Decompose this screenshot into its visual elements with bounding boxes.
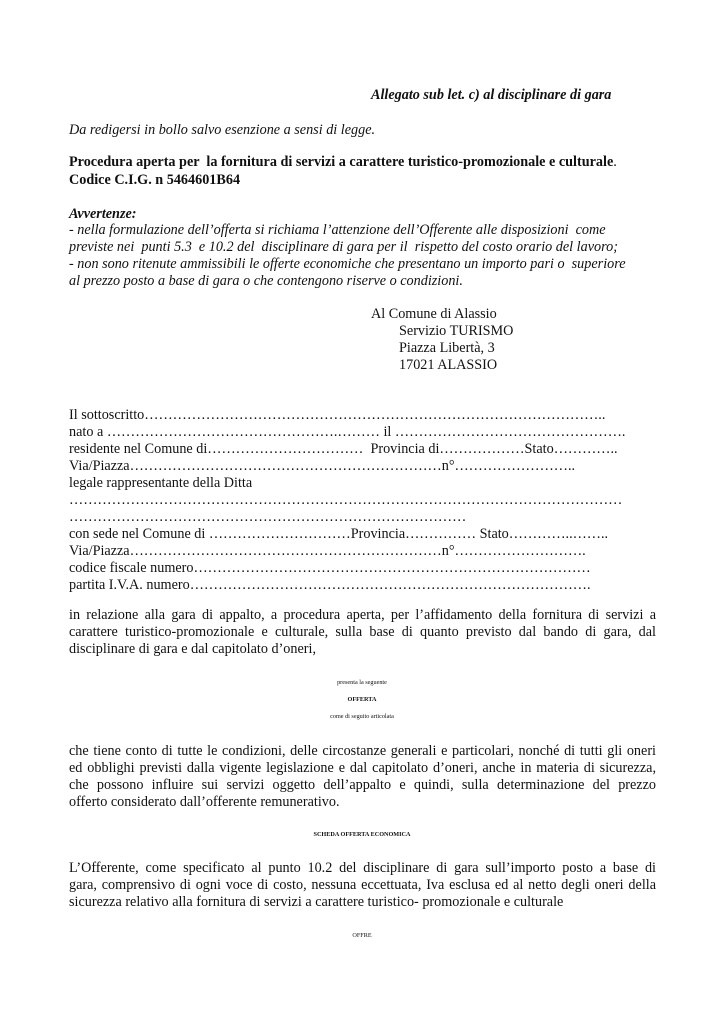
avvertenze-line: al prezzo posto a base di gara o che contengono riserve o condizioni.	[69, 273, 463, 289]
condizioni-line: offerto considerato dall’offerente remunerativo.	[69, 794, 340, 810]
relazione-line: carattere turistico-promozionale e culturale, sulla base di quanto previsto dal bando di gara, dal	[69, 624, 656, 640]
allegato-heading: Allegato sub let. c) al disciplinare di gara	[371, 87, 612, 103]
form-line-partita-iva: partita I.V.A. numero………………………………………………………………………….	[69, 577, 591, 593]
condizioni-line: ed obblighi previsti dalla vigente legislazione e dal capitolato d’oneri, anche in materia di sicurezza,	[69, 760, 656, 776]
relazione-line: in relazione alla gara di appalto, a procedura aperta, per l’affidamento della fornitura di servizi a	[69, 607, 656, 623]
avvertenze-line: previste nei punti 5.3 e 10.2 del disciplinare di gara per il rispetto del costo orario del lavoro;	[69, 239, 618, 255]
offre-heading: OFFRE	[352, 932, 372, 939]
condizioni-line: che tiene conto di tutte le condizioni, delle circostanze generali e particolari, nonché di tutti gli oneri	[69, 743, 656, 759]
avvertenze-line: - non sono ritenute ammissibili le offerte economiche che presentano un importo pari o superiore	[69, 256, 626, 272]
presenta-text: presenta la seguente	[337, 679, 387, 686]
relazione-line: disciplinare di gara e dal capitolato d’oneri,	[69, 641, 316, 657]
form-line-sede: con sede nel Comune di …………………………Provincia…………… Stato…………..……..	[69, 526, 609, 542]
form-line-via: Via/Piazza…………………………………………………………n°……………………..	[69, 458, 576, 474]
address-street: Piazza Libertà, 3	[399, 340, 495, 356]
form-line-via-sede: Via/Piazza…………………………………………………………n°……………………….	[69, 543, 586, 559]
cig-code: Codice C.I.G. n 5464601B64	[69, 172, 241, 188]
procedura-period: .	[613, 154, 617, 170]
form-line-residente: residente nel Comune di…………………………… Provincia di………………Stato…………..	[69, 441, 618, 457]
offerta-heading: OFFERTA	[347, 696, 377, 703]
address-recipient: Al Comune di Alassio	[371, 306, 497, 322]
articolata-text: come di seguito articolata	[330, 713, 394, 720]
scheda-heading: SCHEDA OFFERTA ECONOMICA	[313, 831, 411, 838]
form-line-ditta: ………………………………………………………………………………………………………	[69, 492, 623, 508]
condizioni-line: che possono influire sui servizi oggetto dell’appalto e quindi, sulla determinazione del prezzo	[69, 777, 656, 793]
avvertenze-title: Avvertenze:	[69, 206, 137, 222]
procedura-text: Procedura aperta per la fornitura di servizi a carattere turistico-promozionale e culturale	[69, 154, 614, 170]
address-city: 17021 ALASSIO	[399, 357, 498, 373]
form-line-codice-fiscale: codice fiscale numero…………………………………………………………………………	[69, 560, 591, 576]
form-line-legale: legale rappresentante della Ditta	[69, 475, 253, 491]
offerente-line: L’Offerente, come specificato al punto 10.2 del disciplinare di gara sull’importo posto a base di	[69, 860, 656, 876]
offerente-line: gara, comprensivo di ogni voce di costo, nessuna eccettuata, Iva esclusa ed al netto degli oneri della	[69, 877, 656, 893]
form-line-ditta-cont: …………………………………………………………………………	[69, 509, 467, 525]
avvertenze-line: - nella formulazione dell’offerta si richiama l’attenzione dell’Offerente alle disposizioni come	[69, 222, 606, 238]
address-service: Servizio TURISMO	[399, 323, 514, 339]
form-line-nato: nato a ………………………………………….……… il ………………………………………….	[69, 424, 626, 440]
offerente-line: sicurezza relativo alla fornitura di servizi a carattere turistico- promozionale e culturale	[69, 894, 564, 910]
form-line-sottoscritto: Il sottoscritto……………………………………………………………………………………..	[69, 407, 606, 423]
procedura-title	[69, 153, 617, 171]
bollo-note: Da redigersi in bollo salvo esenzione a sensi di legge.	[69, 122, 376, 138]
